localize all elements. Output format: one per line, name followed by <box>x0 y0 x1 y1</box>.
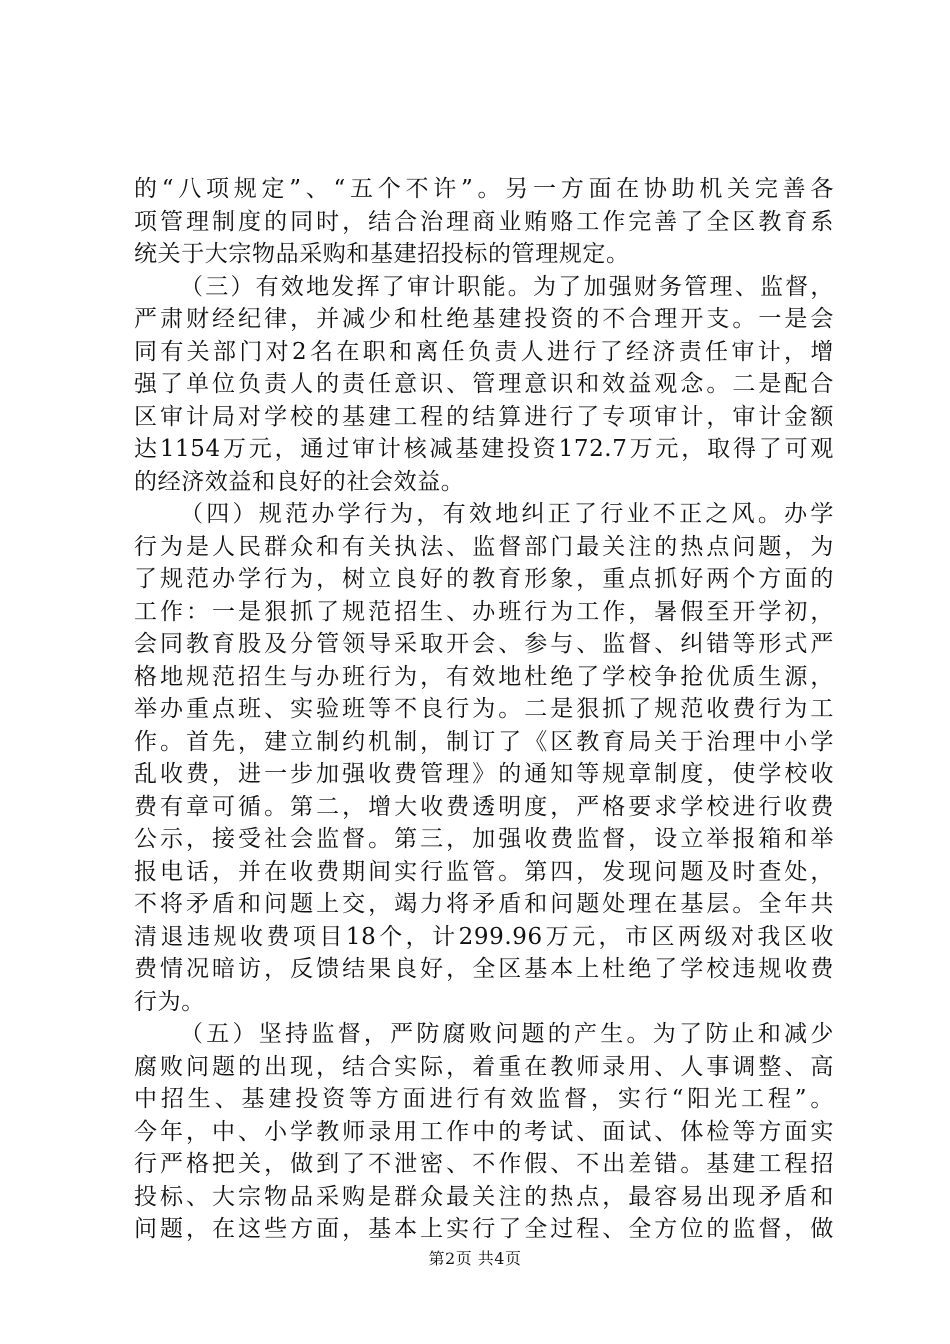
body-line: 会同教育股及分管领导采取开会、参与、监督、纠错等形式严 <box>134 631 834 657</box>
body-line: 的“八项规定”、“五个不许”。另一方面在协助机关完善各 <box>134 176 834 202</box>
body-line: 格地规范招生与办班行为，有效地杜绝了学校争抢优质生源， <box>134 663 834 690</box>
body-line: 统关于大宗物品采购和基建招投标的管理规定。 <box>134 241 630 267</box>
body-line: 举办重点班、实验班等不良行为。二是狠抓了规范收费行为工 <box>134 696 834 722</box>
body-line: （三）有效地发挥了审计职能。为了加强财务管理、监督， <box>180 273 834 300</box>
body-line: 公示，接受社会监督。第三，加强收费监督，设立举报箱和举 <box>134 826 834 852</box>
body-line: 费情况暗访，反馈结果良好，全区基本上杜绝了学校违规收费 <box>134 956 834 982</box>
body-line: 乱收费，进一步加强收费管理》的通知等规章制度，使学校收 <box>134 761 834 787</box>
body-line: （四）规范办学行为，有效地纠正了行业不正之风。办学 <box>180 501 834 527</box>
body-line: 行严格把关，做到了不泄密、不作假、不出差错。基建工程招 <box>134 1151 834 1177</box>
body-line: 的经济效益和良好的社会效益。 <box>134 468 465 495</box>
body-line: 不将矛盾和问题上交，竭力将矛盾和问题处理在基层。全年共 <box>134 891 834 917</box>
document-body <box>134 173 834 1246</box>
body-line: （五）坚持监督，严防腐败问题的产生。为了防止和减少 <box>180 1021 834 1047</box>
body-line: 问题，在这些方面，基本上实行了全过程、全方位的监督，做 <box>134 1216 834 1242</box>
body-line: 今年，中、小学教师录用工作中的考试、面试、体检等方面实 <box>134 1118 834 1145</box>
body-line: 区审计局对学校的基建工程的结算进行了专项审计，审计金额 <box>134 403 834 430</box>
body-line: 行为。 <box>134 988 205 1015</box>
body-line: 报电话，并在收费期间实行监管。第四，发现问题及时查处， <box>134 858 834 885</box>
body-line: 严肃财经纪律，并减少和杜绝基建投资的不合理开支。一是会 <box>134 306 834 332</box>
body-line: 腐败问题的出现，结合实际，着重在教师录用、人事调整、高 <box>134 1053 834 1080</box>
body-line: 清退违规收费项目18个，计299.96万元，市区两级对我区收 <box>134 923 834 950</box>
body-line: 工作：一是狠抓了规范招生、办班行为工作，暑假至开学初， <box>134 598 834 625</box>
body-line: 项管理制度的同时，结合治理商业贿赂工作完善了全区教育系 <box>134 208 834 235</box>
body-line: 同有关部门对2名在职和离任负责人进行了经济责任审计，增 <box>134 338 834 365</box>
body-line: 行为是人民群众和有关执法、监督部门最关注的热点问题，为 <box>134 533 834 560</box>
body-line: 费有章可循。第二，增大收费透明度，严格要求学校进行收费 <box>134 793 834 820</box>
page-footer: 第2页 共4页 <box>428 1249 522 1268</box>
body-line: 作。首先，建立制约机制，制订了《区教育局关于治理中小学 <box>134 728 834 755</box>
body-line: 投标、大宗物品采购是群众最关注的热点，最容易出现矛盾和 <box>134 1183 834 1210</box>
body-line: 中招生、基建投资等方面进行有效监督，实行“阳光工程”。 <box>134 1086 834 1112</box>
body-line: 了规范办学行为，树立良好的教育形象，重点抓好两个方面的 <box>134 566 834 592</box>
body-line: 强了单位负责人的责任意识、管理意识和效益观念。二是配合 <box>134 371 834 397</box>
body-line: 达1154万元，通过审计核减基建投资172.7万元，取得了可观 <box>134 436 834 462</box>
